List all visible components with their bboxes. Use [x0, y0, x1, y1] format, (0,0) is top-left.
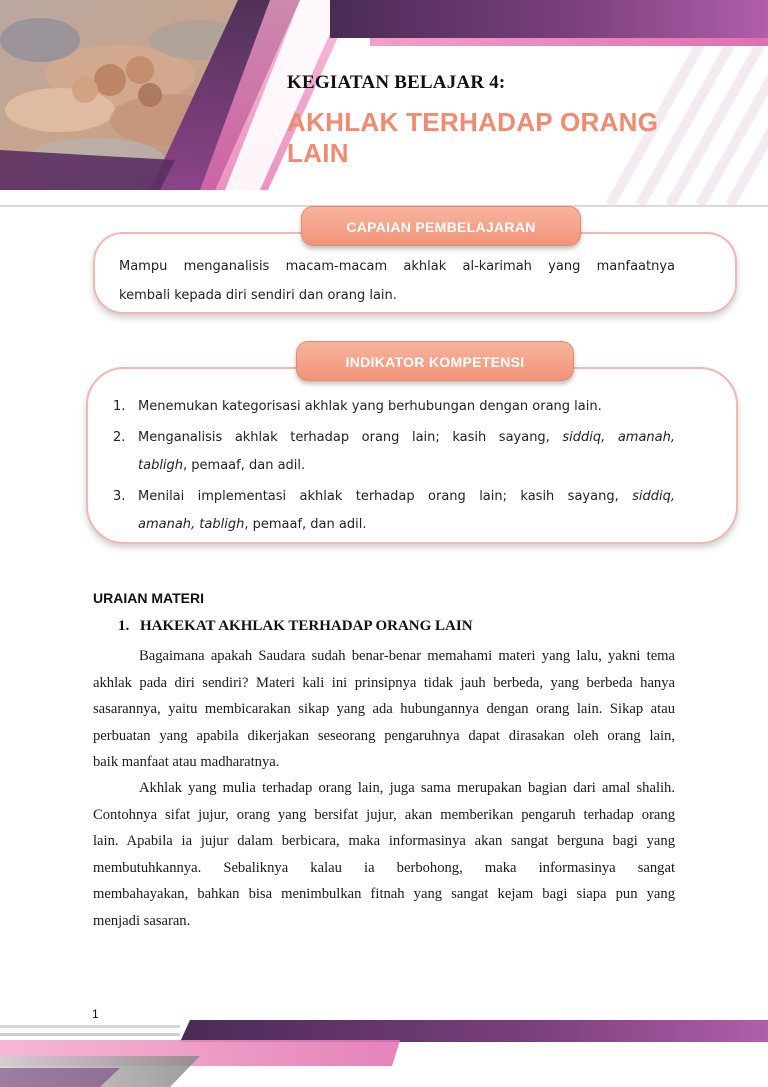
header-top-bar — [330, 0, 768, 38]
paragraph-line: Akhlak yang mulia terhadap orang lain, juga sama merupakan bagian dari amal shalih. — [139, 780, 675, 796]
list-text-italic: siddiq, — [632, 489, 675, 504]
paragraph-line: akhlak pada diri sendiri? Materi kali ini prinsipnya tidak jauh berbeda, yang berbeda hanya — [93, 674, 675, 691]
list-text-line — [138, 483, 675, 511]
list-text-line — [138, 452, 675, 480]
list-number: 2. — [113, 430, 126, 445]
subsection-number: 1. — [118, 618, 130, 634]
paragraph-line: perbuatan yang apabila dikerjakan seseorang pengaruhnya dapat dirasakan oleh orang lain, — [93, 727, 675, 744]
list-text: Menilai implementasi akhlak terhadap orang lain; kasih sayang, — [138, 489, 633, 504]
paragraph-line: membahayakan, bahkan bisa menimbulkan fitnah yang sangat kejam bagi siapa pun yang — [93, 886, 675, 903]
paragraph-line: baik manfaat atau madharatnya. — [93, 754, 280, 771]
capaian-line: Mampu menganalisis macam-macam akhlak al-karimah yang manfaatnya — [119, 259, 675, 274]
list-text-italic: tabligh — [138, 458, 184, 473]
list-text-line — [138, 511, 675, 539]
subsection-heading — [118, 618, 473, 635]
paragraph-line: Bagaimana apakah Saudara sudah benar-benar memahami materi yang lalu, yakni tema — [139, 648, 675, 664]
paragraph-line: Contohnya sifat jujur, orang yang bersifat jujur, akan memberikan pengaruh terhadap orang — [93, 806, 675, 823]
list-number: 1. — [113, 399, 126, 414]
paragraph-line: menjadi sasaran. — [93, 912, 191, 929]
list-item — [113, 393, 675, 421]
indikator-heading: INDIKATOR KOMPETENSI — [296, 341, 574, 381]
paragraph-line: membutuhkannya. Sebaliknya kalau ia berbohong, maka informasinya sangat — [93, 859, 675, 876]
capaian-line: kembali kepada diri sendiri dan orang lain. — [119, 288, 397, 303]
indikator-list — [113, 393, 675, 539]
subsection-title: HAKEKAT AKHLAK TERHADAP ORANG LAIN — [140, 618, 473, 634]
list-text: Menganalisis akhlak terhadap orang lain; kasih sayang, — [138, 430, 563, 445]
list-text-line — [138, 424, 675, 452]
page-header — [0, 0, 768, 208]
paragraph-line: sasarannya, yaitu membicarakan sikap yang ada hubungannya dengan orang lain. Sikap atau — [93, 701, 675, 718]
section-heading: URAIAN MATERI — [93, 590, 204, 606]
list-number: 3. — [113, 489, 126, 504]
lesson-label: KEGIATAN BELAJAR 4: — [287, 72, 506, 93]
header-pink-stripe — [370, 38, 768, 46]
capaian-text — [119, 252, 675, 310]
page-title: AKHLAK TERHADAP ORANG LAIN — [287, 107, 659, 168]
list-item — [113, 424, 675, 480]
capaian-heading: CAPAIAN PEMBELAJARAN — [301, 206, 581, 246]
paragraph-line: lain. Apabila ia jujur dalam berbicara, maka informasinya akan sangat berguna bagi yang — [93, 833, 675, 850]
list-text: , pemaaf, dan adil. — [244, 517, 367, 532]
paragraph-2 — [93, 775, 675, 935]
list-text: , pemaaf, dan adil. — [183, 458, 306, 473]
list-text-italic: siddiq, amanah, — [562, 430, 675, 445]
page-number: 1 — [92, 1007, 99, 1021]
page-footer-decoration — [0, 1020, 768, 1087]
list-text-italic: amanah, tabligh — [138, 517, 245, 532]
paragraph-1 — [93, 643, 675, 776]
list-text: Menemukan kategorisasi akhlak yang berhubungan dengan orang lain. — [138, 399, 602, 414]
list-item — [113, 483, 675, 539]
